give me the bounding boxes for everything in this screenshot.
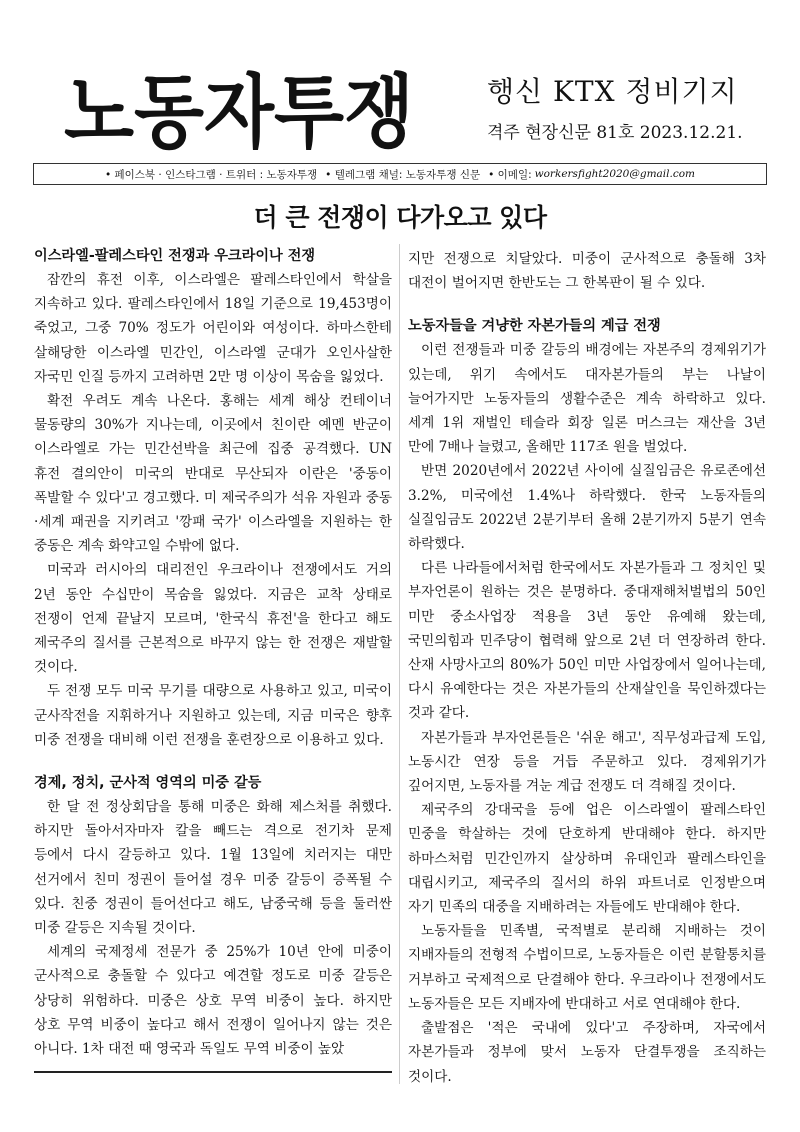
paragraph-continued: 지만 전쟁으로 치달았다. 미중이 군사적으로 충돌해 3차 대전이 벌어지면 한반도는 그 한복판이 될 수 있다.	[408, 251, 766, 292]
left-column	[34, 244, 392, 1073]
paragraph: 두 전쟁 모두 미국 무기를 대량으로 사용하고 있고, 미국이 군사작전을 지휘하거나 지원하고 있는데, 지금 미국은 향후 미중 전쟁을 대비해 이런 전쟁을 훈련장으로 이용하고 있다.	[34, 683, 392, 748]
contact-email: workersfight2020@gmail.com	[534, 168, 696, 180]
section-title-3: 노동자들을 겨냥한 자본가들의 계급 전쟁	[408, 318, 661, 335]
paragraph: 노동자들을 민족별, 국적별로 분리해 지배하는 것이 지배자들의 전형적 수법이므로, 노동자들은 이런 분할통치를 거부하고 국제적으로 단결해야 한다. 우크라이나 전쟁에서도 노동자들은 모든 지배자에 반대하고 서로 연대해야 한다.	[408, 923, 766, 1012]
paragraph: 반면 2020년에서 2022년 사이에 실질임금은 유로존에선 3.2%, 미국에선 1.4%나 하락했다. 한국 노동자들의 실질임금도 2022년 2분기부터 올해 2분기까지 5분기 연속 하락했다.	[408, 463, 766, 553]
section-title-2: 경제, 정치, 군사적 영역의 미중 갈등	[34, 775, 262, 792]
issue-subtitle: 격주 현장신문 81호 2023.12.21.	[487, 123, 743, 143]
contact-telegram: • 텔레그램 채널: 노동자투쟁 신문	[325, 168, 481, 181]
contact-sns: • 페이스북 · 인스타그램 · 트위터 : 노동자투쟁	[104, 168, 318, 181]
contact-email-label: • 이메일:	[488, 168, 532, 181]
paragraph: 잠깐의 휴전 이후, 이스라엘은 팔레스타인에서 학살을 지속하고 있다. 팔레스타인에서 18일 기준으로 19,453명이 죽었고, 그중 70% 정도가 어린이와 여성이다. 하마스한테 살해당한 이스라엘 민간인, 이스라엘 군대가 오인사살한 자국민 인질 등까지 고려하면 2만 명 이상이 목숨을 잃었다.	[34, 272, 392, 385]
paragraph: 자본가들과 부자언론들은 '쉬운 해고', 직무성과급제 도입, 노동시간 연장 등을 거듭 주문하고 있다. 경제위기가 깊어지면, 노동자를 겨눈 계급 전쟁도 더 격해질 것이다.	[408, 729, 766, 795]
headline: 더 큰 전쟁이 다가오고 있다	[253, 203, 547, 232]
paragraph: 이런 전쟁들과 미중 갈등의 배경에는 자본주의 경제위기가 있는데, 위기 속에서도 대자본가들의 부는 나날이 늘어가지만 노동자들의 생활수준은 계속 하락하고 있다. 세계 1위 재벌인 테슬라 회장 일론 머스크는 재산을 3년 만에 7배나 늘렸고, 올해만 117조 원을 벌었다.	[408, 342, 766, 456]
paragraph: 출발점은 '적은 국내에 있다'고 주장하며, 자국에서 자본가들과 정부에 맞서 노동자 단결투쟁을 조직하는 것이다.	[408, 1020, 766, 1085]
paragraph: 한 달 전 정상회담을 통해 미중은 화해 제스처를 취했다. 하지만 돌아서자마자 칼을 빼드는 격으로 전기차 문제 등에서 다시 갈등하고 있다. 1월 13일에 치러지는 대만 선거에서 친미 정권이 들어설 경우 미중 갈등이 증폭될 수 있다. 친중 정권이 들어선다고 해도, 남중국해 등을 둘러싼 미중 갈등은 지속될 것이다.	[34, 799, 392, 937]
section-title-1: 이스라엘-팔레스타인 전쟁과 우크라이나 전쟁	[34, 248, 316, 264]
column-divider	[399, 244, 400, 1084]
masthead-logo	[62, 62, 422, 157]
paragraph: 세계의 국제정세 전문가 중 25%가 10년 안에 미중이 군사적으로 충돌할 수 있다고 예견할 정도로 미중 갈등은 상당히 위험하다. 미중은 상호 무역 비중이 높다. 하지만 상호 무역 비중이 높다고 해서 전쟁이 일어나지 않는 것은 아니다. 1차 대전 때 영국과 독일도 무역 비중이 높았	[34, 944, 392, 1058]
paragraph: 제국주의 강대국을 등에 업은 이스라엘이 팔레스타인 민중을 학살하는 것에 단호하게 반대해야 한다. 하지만 하마스처럼 민간인까지 살상하며 유대인과 팔레스타인을 대립시키고, 제국주의 질서의 하위 파트너로 인정받으며 자기 민족의 대중을 지배하려는 자들에도 반대해야 한다.	[408, 802, 766, 916]
paragraph: 미국과 러시아의 대리전인 우크라이나 전쟁에서도 거의 2년 동안 수십만이 목숨을 잃었다. 지금은 교착 상태로 전쟁이 언제 끝날지 모르며, '한국식 휴전'을 한다고 해도 제국주의 질서를 근본적으로 바꾸지 않는 한 전쟁은 재발할 것이다.	[34, 562, 392, 676]
paragraph: 다른 나라들에서처럼 한국에서도 자본가들과 그 정치인 및 부자언론이 원하는 것은 분명하다. 중대재해처벌법의 50인 미만 중소사업장 적용을 3년 동안 유예해 왔는데, 국민의힘과 민주당이 협력해 앞으로 2년 더 연장하려 한다. 산재 사망사고의 80%가 50인 미만 사업장에서 일어나는데, 다시 유예한다는 것은 자본가들의 산재살인을 묵인하겠다는 것과 같다.	[408, 560, 766, 722]
masthead-logo-text: 노동자투쟁	[64, 66, 414, 157]
paragraph: 확전 우려도 계속 나온다. 홍해는 세계 해상 컨테이너 물동량의 30%가 지나는데, 이곳에서 친이란 예멘 반군이 이스라엘로 가는 민간선박을 최근에 집중 공격했다. UN 휴전 결의안이 미국의 반대로 무산되자 이란은 '중동이 폭발할 수 있다'고 경고했다. 미 제국주의가 석유 자원과 중동·세계 패권을 지키려고 '깡패 국가' 이스라엘을 지원하는 한 중동은 계속 화약고일 수밖에 없다.	[34, 393, 392, 555]
contact-bar	[33, 163, 767, 185]
right-column	[408, 247, 766, 1089]
issue-title: 행신 KTX 정비기지	[487, 75, 738, 108]
